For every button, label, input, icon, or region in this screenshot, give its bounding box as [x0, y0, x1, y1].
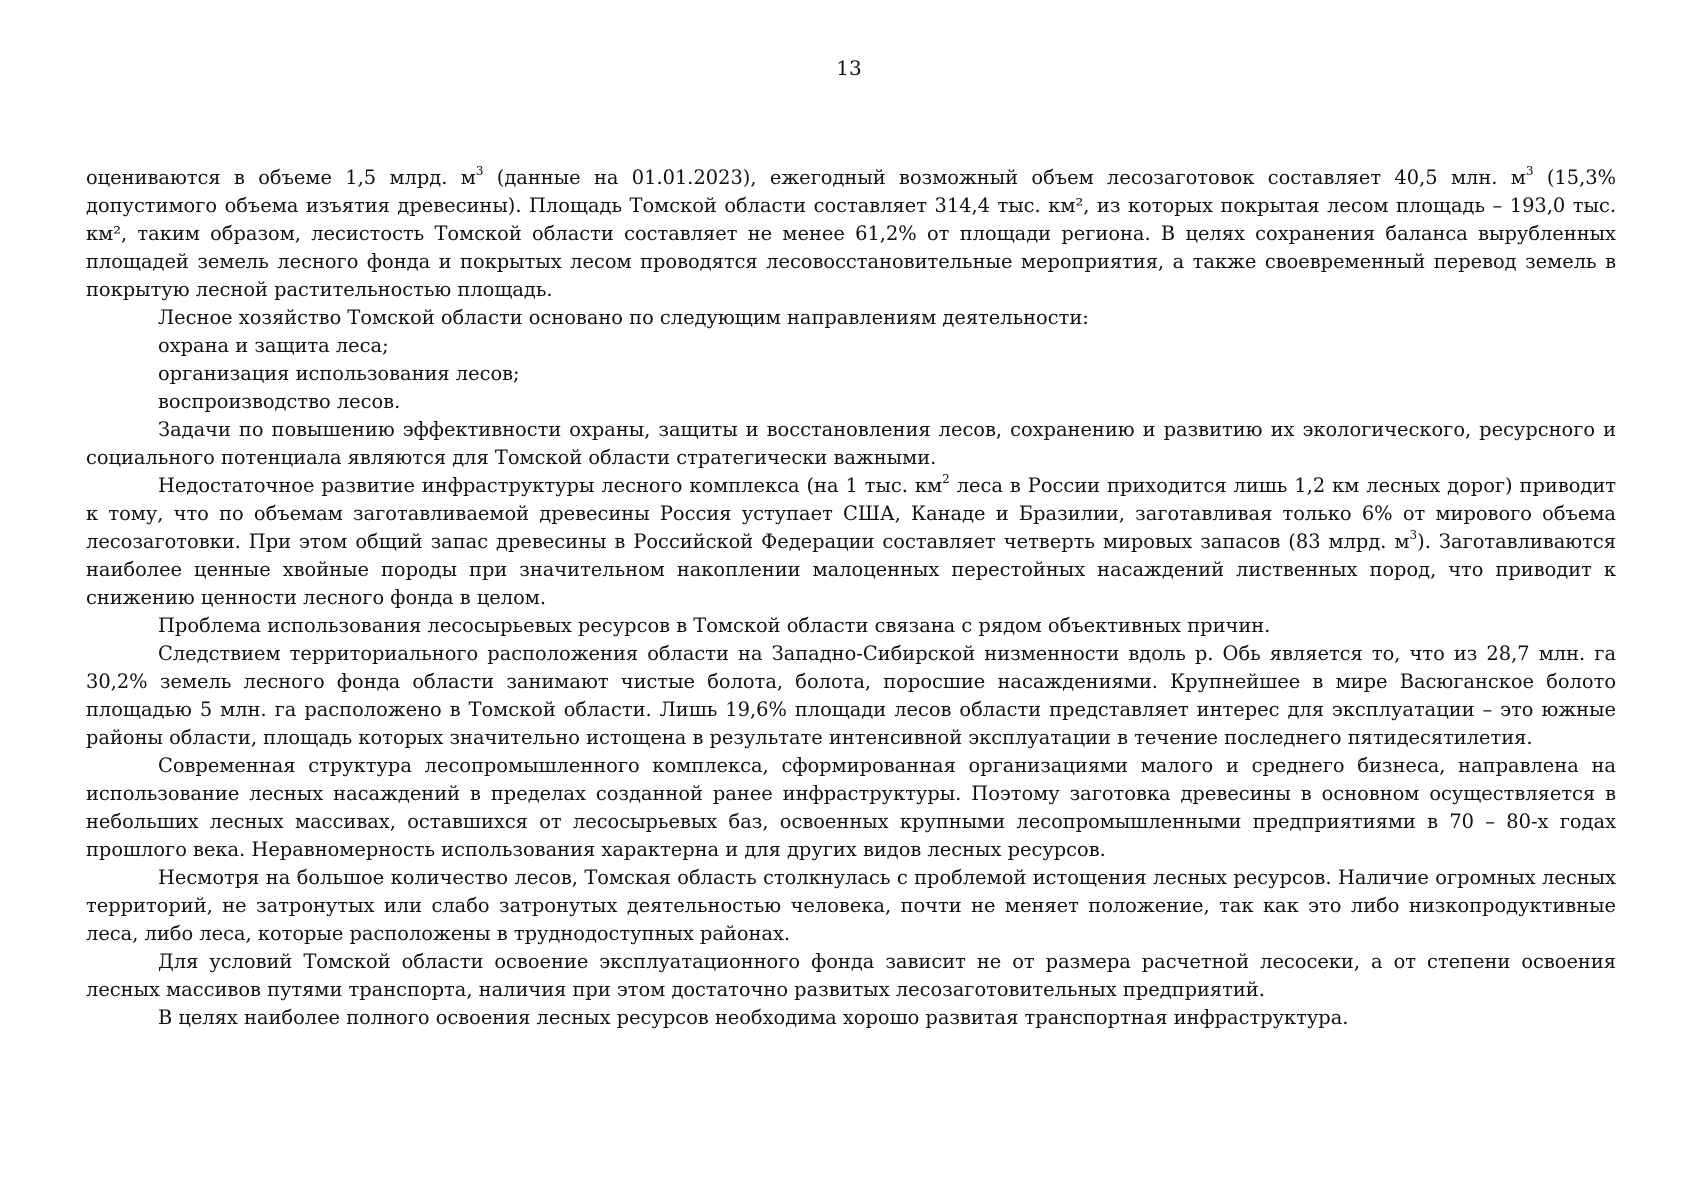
- paragraph: [86, 612, 1616, 640]
- text-run: ). Заготавливаются наиболее ценные хвойные породы при значительном накоплении малоценных перестойных насаждений лиственных пород, что приводит к снижению ценности лесного фонда в целом.: [86, 530, 1616, 609]
- paragraph: [86, 416, 1616, 472]
- superscript: 3: [1525, 163, 1534, 178]
- paragraph: [86, 752, 1616, 864]
- superscript: 3: [1409, 527, 1418, 542]
- text-run: Лесное хозяйство Томской области основано по следующим направлениям деятельности:: [158, 306, 1089, 329]
- paragraph: [86, 332, 1616, 360]
- superscript: 2: [942, 471, 950, 486]
- text-run: Задачи по повышению эффективности охраны, защиты и восстановления лесов, сохранению и развитию их экологического, ресурсного и социального потенциала являются для Томской области стратегически важными.: [86, 418, 1616, 469]
- paragraph: [86, 864, 1616, 948]
- paragraph: [86, 948, 1616, 1004]
- page-number: 13: [836, 56, 862, 80]
- paragraph: [86, 304, 1616, 332]
- text-run: Для условий Томской области освоение эксплуатационного фонда зависит не от размера расчетной лесосеки, а от степени освоения лесных массивов путями транспорта, наличия при этом достаточно развитых лесозаготовительных предприятий.: [86, 950, 1616, 1001]
- paragraph: [86, 1004, 1616, 1032]
- text-run: Современная структура лесопромышленного комплекса, сформированная организациями малого и среднего бизнеса, направлена на использование лесных насаждений в пределах созданной ранее инфраструктуры. Поэтому заготовка древесины в основном осуществляется в небольших лесных массивах, оставшихся от лесосырьевых баз, освоенных крупными лесопромышленными предприятиями в 70 – 80-х годах прошлого века. Неравномерность использования характерна и для других видов лесных ресурсов.: [86, 754, 1616, 861]
- text-run: Проблема использования лесосырьевых ресурсов в Томской области связана с рядом объективных причин.: [158, 614, 1271, 637]
- paragraph: [86, 472, 1616, 612]
- body-text: [86, 164, 1616, 1032]
- text-run: леса в России приходится лишь 1,2 км лесных дорог) приводит к тому, что по объемам заготавливаемой древесины Россия уступает США, Канаде и Бразилии, заготавливая только 6% от мирового объема лесозаготовки. При этом общий запас древесины в Российской Федерации составляет четверть мировых запасов (83 млрд. м: [86, 474, 1616, 553]
- paragraph: [86, 360, 1616, 388]
- paragraph: [86, 388, 1616, 416]
- text-run: Недостаточное развитие инфраструктуры лесного комплекса (на 1 тыс. км: [158, 474, 943, 497]
- text-run: В целях наиболее полного освоения лесных ресурсов необходима хорошо развитая транспортная инфраструктура.: [158, 1006, 1349, 1029]
- text-run: (15,3% допустимого объема изъятия древесины). Площадь Томской области составляет 314,4 тыс. км², из которых покрытая лесом площадь – 193,0 тыс. км², таким образом, лесистость Томской области составляет не менее 61,2% от площади региона. В целях сохранения баланса вырубленных площадей земель лесного фонда и покрытых лесом проводятся лесовосстановительные мероприятия, а также своевременный перевод земель в покрытую лесной растительностью площадь.: [86, 166, 1617, 301]
- text-run: организация использования лесов;: [158, 362, 520, 385]
- superscript: 3: [475, 163, 484, 178]
- paragraph: [86, 640, 1616, 752]
- text-run: оцениваются в объеме 1,5 млрд. м: [86, 166, 476, 189]
- text-run: (данные на 01.01.2023), ежегодный возможный объем лесозаготовок составляет 40,5 млн. м: [483, 166, 1526, 189]
- text-run: воспроизводство лесов.: [158, 390, 401, 413]
- text-run: Несмотря на большое количество лесов, Томская область столкнулась с проблемой истощения лесных ресурсов. Наличие огромных лесных территорий, не затронутых или слабо затронутых деятельностью человека, почти не меняет положение, так как это либо низкопродуктивные леса, либо леса, которые расположены в труднодоступных районах.: [86, 866, 1616, 945]
- paragraph: [86, 164, 1616, 304]
- text-run: охрана и защита леса;: [158, 334, 389, 357]
- text-run: Следствием территориального расположения области на Западно-Сибирской низменности вдоль р. Обь является то, что из 28,7 млн. га 30,2% земель лесного фонда области занимают чистые болота, болота, поросшие насаждениями. Крупнейшее в мире Васюганское болото площадью 5 млн. га расположено в Томской области. Лишь 19,6% площади лесов области представляет интерес для эксплуатации – это южные районы области, площадь которых значительно истощена в результате интенсивной эксплуатации в течение последнего пятидесятилетия.: [86, 642, 1616, 749]
